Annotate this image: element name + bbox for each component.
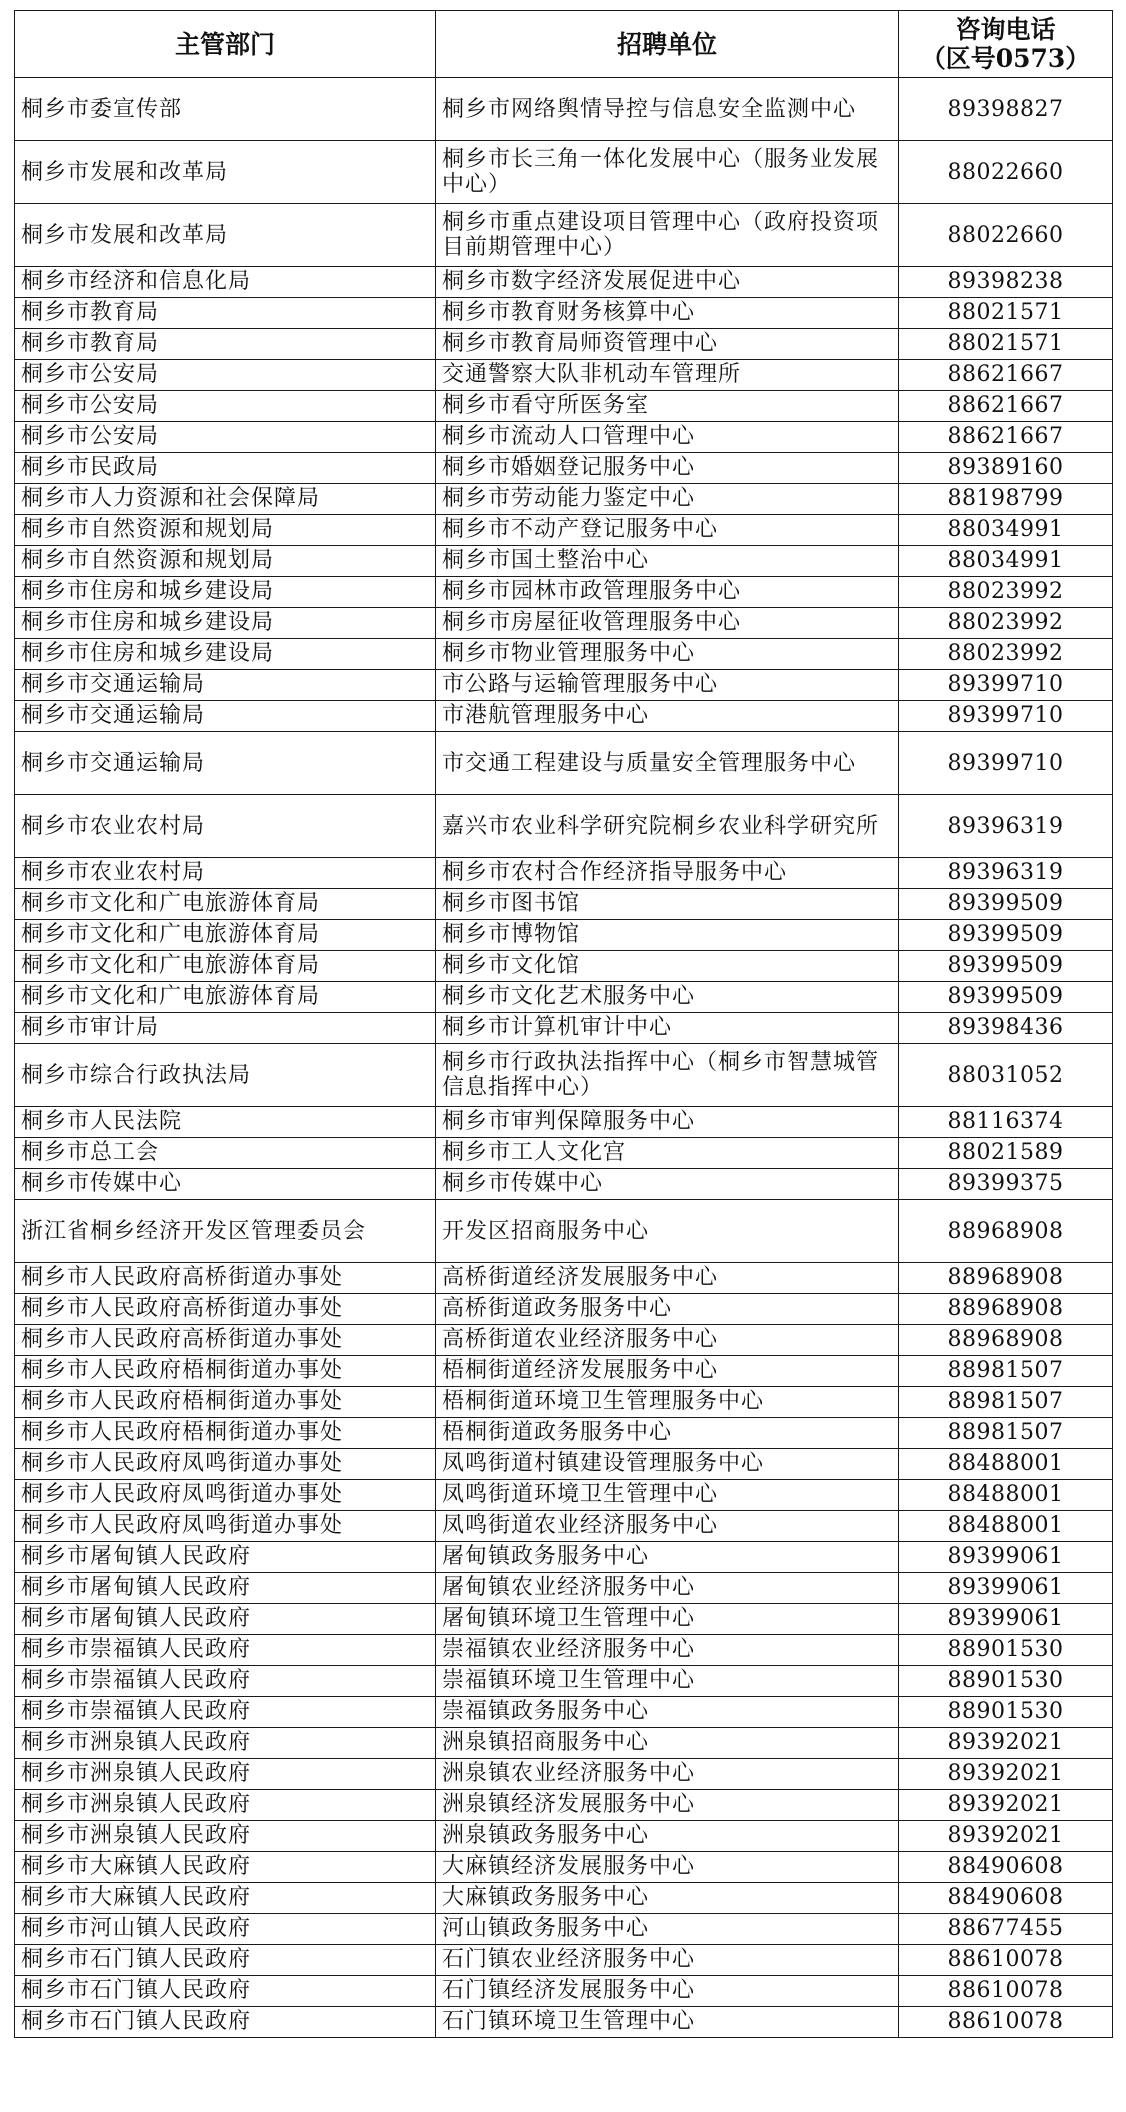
table-row bbox=[15, 1449, 1113, 1480]
table-row bbox=[15, 453, 1113, 484]
table-row bbox=[15, 360, 1113, 391]
phone-cell: 88023992 bbox=[899, 608, 1113, 639]
table-row bbox=[15, 1759, 1113, 1790]
department-cell: 桐乡市石门镇人民政府 bbox=[15, 2007, 436, 2038]
unit-cell: 石门镇农业经济服务中心 bbox=[436, 1945, 899, 1976]
department-cell: 桐乡市人民政府高桥街道办事处 bbox=[15, 1325, 436, 1356]
department-cell: 桐乡市洲泉镇人民政府 bbox=[15, 1821, 436, 1852]
unit-cell: 崇福镇政务服务中心 bbox=[436, 1697, 899, 1728]
unit-cell: 崇福镇农业经济服务中心 bbox=[436, 1635, 899, 1666]
unit-cell: 市公路与运输管理服务中心 bbox=[436, 670, 899, 701]
department-cell: 桐乡市发展和改革局 bbox=[15, 141, 436, 204]
department-cell: 桐乡市发展和改革局 bbox=[15, 204, 436, 267]
phone-cell: 88621667 bbox=[899, 422, 1113, 453]
table-row bbox=[15, 1325, 1113, 1356]
unit-cell: 桐乡市重点建设项目管理中心（政府投资项目前期管理中心） bbox=[436, 204, 899, 267]
phone-cell: 89399509 bbox=[899, 951, 1113, 982]
table-row bbox=[15, 795, 1113, 858]
department-cell: 桐乡市屠甸镇人民政府 bbox=[15, 1604, 436, 1635]
department-cell: 桐乡市人力资源和社会保障局 bbox=[15, 484, 436, 515]
table-row bbox=[15, 1169, 1113, 1200]
unit-cell: 高桥街道农业经济服务中心 bbox=[436, 1325, 899, 1356]
phone-cell: 89399509 bbox=[899, 889, 1113, 920]
table-row bbox=[15, 329, 1113, 360]
table-row bbox=[15, 1635, 1113, 1666]
phone-cell: 89398436 bbox=[899, 1013, 1113, 1044]
table-row bbox=[15, 1356, 1113, 1387]
unit-cell: 桐乡市劳动能力鉴定中心 bbox=[436, 484, 899, 515]
unit-cell: 洲泉镇政务服务中心 bbox=[436, 1821, 899, 1852]
phone-cell: 89399061 bbox=[899, 1542, 1113, 1573]
department-cell: 桐乡市传媒中心 bbox=[15, 1169, 436, 1200]
table-row bbox=[15, 1573, 1113, 1604]
department-cell: 桐乡市崇福镇人民政府 bbox=[15, 1635, 436, 1666]
unit-cell: 大麻镇政务服务中心 bbox=[436, 1883, 899, 1914]
unit-cell: 桐乡市网络舆情导控与信息安全监测中心 bbox=[436, 78, 899, 141]
phone-cell: 88488001 bbox=[899, 1449, 1113, 1480]
unit-cell: 崇福镇环境卫生管理中心 bbox=[436, 1666, 899, 1697]
phone-cell: 88901530 bbox=[899, 1697, 1113, 1728]
phone-cell: 89399509 bbox=[899, 982, 1113, 1013]
department-cell: 桐乡市石门镇人民政府 bbox=[15, 1945, 436, 1976]
header-department: 主管部门 bbox=[15, 11, 436, 78]
phone-cell: 88021571 bbox=[899, 298, 1113, 329]
phone-cell: 89396319 bbox=[899, 858, 1113, 889]
unit-cell: 交通警察大队非机动车管理所 bbox=[436, 360, 899, 391]
unit-cell: 桐乡市博物馆 bbox=[436, 920, 899, 951]
department-cell: 桐乡市文化和广电旅游体育局 bbox=[15, 951, 436, 982]
unit-cell: 桐乡市文化馆 bbox=[436, 951, 899, 982]
unit-cell: 桐乡市教育局师资管理中心 bbox=[436, 329, 899, 360]
unit-cell: 桐乡市农村合作经济指导服务中心 bbox=[436, 858, 899, 889]
table-row bbox=[15, 1138, 1113, 1169]
department-cell: 桐乡市民政局 bbox=[15, 453, 436, 484]
phone-cell: 88968908 bbox=[899, 1263, 1113, 1294]
phone-cell: 88034991 bbox=[899, 546, 1113, 577]
department-cell: 桐乡市人民政府梧桐街道办事处 bbox=[15, 1356, 436, 1387]
table-row bbox=[15, 1107, 1113, 1138]
phone-cell: 89399375 bbox=[899, 1169, 1113, 1200]
unit-cell: 桐乡市计算机审计中心 bbox=[436, 1013, 899, 1044]
department-cell: 桐乡市人民政府凤鸣街道办事处 bbox=[15, 1480, 436, 1511]
department-cell: 桐乡市文化和广电旅游体育局 bbox=[15, 982, 436, 1013]
table-row bbox=[15, 858, 1113, 889]
table-row bbox=[15, 951, 1113, 982]
unit-cell: 桐乡市长三角一体化发展中心（服务业发展中心） bbox=[436, 141, 899, 204]
header-row bbox=[15, 11, 1113, 78]
department-cell: 桐乡市交通运输局 bbox=[15, 732, 436, 795]
department-cell: 桐乡市教育局 bbox=[15, 298, 436, 329]
department-cell: 桐乡市文化和广电旅游体育局 bbox=[15, 920, 436, 951]
phone-cell: 88610078 bbox=[899, 1976, 1113, 2007]
table-row bbox=[15, 670, 1113, 701]
phone-cell: 88981507 bbox=[899, 1387, 1113, 1418]
table-row bbox=[15, 1387, 1113, 1418]
phone-cell: 89392021 bbox=[899, 1728, 1113, 1759]
unit-cell: 洲泉镇农业经济服务中心 bbox=[436, 1759, 899, 1790]
department-cell: 桐乡市河山镇人民政府 bbox=[15, 1914, 436, 1945]
phone-cell: 89392021 bbox=[899, 1790, 1113, 1821]
unit-cell: 开发区招商服务中心 bbox=[436, 1200, 899, 1263]
department-cell: 桐乡市洲泉镇人民政府 bbox=[15, 1728, 436, 1759]
table-body bbox=[15, 78, 1113, 2038]
phone-cell: 88022660 bbox=[899, 204, 1113, 267]
unit-cell: 桐乡市流动人口管理中心 bbox=[436, 422, 899, 453]
department-cell: 桐乡市公安局 bbox=[15, 422, 436, 453]
phone-cell: 88021589 bbox=[899, 1138, 1113, 1169]
phone-cell: 88621667 bbox=[899, 360, 1113, 391]
unit-cell: 桐乡市婚姻登记服务中心 bbox=[436, 453, 899, 484]
department-cell: 桐乡市农业农村局 bbox=[15, 858, 436, 889]
table-row bbox=[15, 701, 1113, 732]
department-cell: 桐乡市教育局 bbox=[15, 329, 436, 360]
unit-cell: 桐乡市数字经济发展促进中心 bbox=[436, 267, 899, 298]
phone-cell: 88901530 bbox=[899, 1635, 1113, 1666]
department-cell: 桐乡市人民政府梧桐街道办事处 bbox=[15, 1418, 436, 1449]
table-row bbox=[15, 2007, 1113, 2038]
unit-cell: 凤鸣街道环境卫生管理中心 bbox=[436, 1480, 899, 1511]
department-cell: 桐乡市交通运输局 bbox=[15, 670, 436, 701]
table-row bbox=[15, 1821, 1113, 1852]
department-cell: 桐乡市交通运输局 bbox=[15, 701, 436, 732]
unit-cell: 桐乡市审判保障服务中心 bbox=[436, 1107, 899, 1138]
unit-cell: 河山镇政务服务中心 bbox=[436, 1914, 899, 1945]
phone-cell: 89392021 bbox=[899, 1821, 1113, 1852]
department-cell: 桐乡市公安局 bbox=[15, 360, 436, 391]
unit-cell: 桐乡市房屋征收管理服务中心 bbox=[436, 608, 899, 639]
table-row bbox=[15, 1511, 1113, 1542]
phone-cell: 89398238 bbox=[899, 267, 1113, 298]
phone-cell: 88023992 bbox=[899, 639, 1113, 670]
table-row bbox=[15, 1976, 1113, 2007]
phone-cell: 88198799 bbox=[899, 484, 1113, 515]
unit-cell: 梧桐街道环境卫生管理服务中心 bbox=[436, 1387, 899, 1418]
unit-cell: 凤鸣街道村镇建设管理服务中心 bbox=[436, 1449, 899, 1480]
department-cell: 桐乡市人民政府高桥街道办事处 bbox=[15, 1294, 436, 1325]
department-cell: 桐乡市人民政府凤鸣街道办事处 bbox=[15, 1449, 436, 1480]
department-cell: 桐乡市洲泉镇人民政府 bbox=[15, 1759, 436, 1790]
department-cell: 桐乡市人民政府梧桐街道办事处 bbox=[15, 1387, 436, 1418]
unit-cell: 桐乡市图书馆 bbox=[436, 889, 899, 920]
table-row bbox=[15, 78, 1113, 141]
unit-cell: 桐乡市看守所医务室 bbox=[436, 391, 899, 422]
unit-cell: 桐乡市教育财务核算中心 bbox=[436, 298, 899, 329]
table-row bbox=[15, 141, 1113, 204]
phone-cell: 88981507 bbox=[899, 1418, 1113, 1449]
phone-cell: 88981507 bbox=[899, 1356, 1113, 1387]
department-cell: 桐乡市人民政府高桥街道办事处 bbox=[15, 1263, 436, 1294]
phone-cell: 89399061 bbox=[899, 1573, 1113, 1604]
table-row bbox=[15, 639, 1113, 670]
department-cell: 桐乡市石门镇人民政府 bbox=[15, 1976, 436, 2007]
table-row bbox=[15, 422, 1113, 453]
table-row bbox=[15, 1945, 1113, 1976]
phone-cell: 88490608 bbox=[899, 1883, 1113, 1914]
table-row bbox=[15, 1294, 1113, 1325]
unit-cell: 石门镇环境卫生管理中心 bbox=[436, 2007, 899, 2038]
table-row bbox=[15, 1883, 1113, 1914]
unit-cell: 洲泉镇招商服务中心 bbox=[436, 1728, 899, 1759]
table-row bbox=[15, 732, 1113, 795]
phone-cell: 88488001 bbox=[899, 1480, 1113, 1511]
phone-cell: 89399710 bbox=[899, 732, 1113, 795]
table-row bbox=[15, 1790, 1113, 1821]
unit-cell: 桐乡市工人文化宫 bbox=[436, 1138, 899, 1169]
unit-cell: 大麻镇经济发展服务中心 bbox=[436, 1852, 899, 1883]
department-cell: 桐乡市住房和城乡建设局 bbox=[15, 608, 436, 639]
phone-cell: 88610078 bbox=[899, 1945, 1113, 1976]
department-cell: 桐乡市综合行政执法局 bbox=[15, 1044, 436, 1107]
department-cell: 桐乡市自然资源和规划局 bbox=[15, 546, 436, 577]
table-row bbox=[15, 1604, 1113, 1635]
unit-cell: 梧桐街道政务服务中心 bbox=[436, 1418, 899, 1449]
department-cell: 桐乡市农业农村局 bbox=[15, 795, 436, 858]
phone-cell: 88488001 bbox=[899, 1511, 1113, 1542]
phone-cell: 88023992 bbox=[899, 577, 1113, 608]
unit-cell: 屠甸镇农业经济服务中心 bbox=[436, 1573, 899, 1604]
header-phone bbox=[899, 11, 1113, 78]
phone-cell: 88677455 bbox=[899, 1914, 1113, 1945]
table-row bbox=[15, 1697, 1113, 1728]
phone-cell: 88034991 bbox=[899, 515, 1113, 546]
table-row bbox=[15, 1914, 1113, 1945]
table-row bbox=[15, 982, 1113, 1013]
table-row bbox=[15, 1418, 1113, 1449]
table-row bbox=[15, 1263, 1113, 1294]
department-cell: 桐乡市审计局 bbox=[15, 1013, 436, 1044]
unit-cell: 桐乡市国土整治中心 bbox=[436, 546, 899, 577]
table-row bbox=[15, 1542, 1113, 1573]
phone-cell: 88116374 bbox=[899, 1107, 1113, 1138]
unit-cell: 市交通工程建设与质量安全管理服务中心 bbox=[436, 732, 899, 795]
unit-cell: 桐乡市不动产登记服务中心 bbox=[436, 515, 899, 546]
table-row bbox=[15, 515, 1113, 546]
table-row bbox=[15, 391, 1113, 422]
phone-cell: 88490608 bbox=[899, 1852, 1113, 1883]
unit-cell: 嘉兴市农业科学研究院桐乡农业科学研究所 bbox=[436, 795, 899, 858]
phone-cell: 88610078 bbox=[899, 2007, 1113, 2038]
header-phone-title: 咨询电话 bbox=[955, 15, 1056, 44]
table-row bbox=[15, 204, 1113, 267]
department-cell: 桐乡市文化和广电旅游体育局 bbox=[15, 889, 436, 920]
phone-cell: 88968908 bbox=[899, 1294, 1113, 1325]
department-cell: 桐乡市崇福镇人民政府 bbox=[15, 1697, 436, 1728]
department-cell: 桐乡市屠甸镇人民政府 bbox=[15, 1542, 436, 1573]
recruitment-contact-table bbox=[14, 10, 1113, 2038]
phone-cell: 89392021 bbox=[899, 1759, 1113, 1790]
table-row bbox=[15, 1852, 1113, 1883]
department-cell: 桐乡市人民法院 bbox=[15, 1107, 436, 1138]
unit-cell: 梧桐街道经济发展服务中心 bbox=[436, 1356, 899, 1387]
unit-cell: 屠甸镇政务服务中心 bbox=[436, 1542, 899, 1573]
unit-cell: 桐乡市文化艺术服务中心 bbox=[436, 982, 899, 1013]
department-cell: 浙江省桐乡经济开发区管理委员会 bbox=[15, 1200, 436, 1263]
unit-cell: 桐乡市行政执法指挥中心（桐乡市智慧城管信息指挥中心） bbox=[436, 1044, 899, 1107]
department-cell: 桐乡市人民政府凤鸣街道办事处 bbox=[15, 1511, 436, 1542]
table-row bbox=[15, 1200, 1113, 1263]
table-row bbox=[15, 1480, 1113, 1511]
department-cell: 桐乡市洲泉镇人民政府 bbox=[15, 1790, 436, 1821]
header-phone-area-code: （区号0573） bbox=[920, 44, 1091, 73]
unit-cell: 桐乡市物业管理服务中心 bbox=[436, 639, 899, 670]
unit-cell: 桐乡市传媒中心 bbox=[436, 1169, 899, 1200]
department-cell: 桐乡市委宣传部 bbox=[15, 78, 436, 141]
unit-cell: 石门镇经济发展服务中心 bbox=[436, 1976, 899, 2007]
department-cell: 桐乡市崇福镇人民政府 bbox=[15, 1666, 436, 1697]
unit-cell: 桐乡市园林市政管理服务中心 bbox=[436, 577, 899, 608]
table-row bbox=[15, 577, 1113, 608]
phone-cell: 89399509 bbox=[899, 920, 1113, 951]
department-cell: 桐乡市屠甸镇人民政府 bbox=[15, 1573, 436, 1604]
phone-cell: 89399710 bbox=[899, 701, 1113, 732]
table-row bbox=[15, 1666, 1113, 1697]
header-unit: 招聘单位 bbox=[436, 11, 899, 78]
phone-cell: 88968908 bbox=[899, 1200, 1113, 1263]
phone-cell: 89399061 bbox=[899, 1604, 1113, 1635]
phone-cell: 89396319 bbox=[899, 795, 1113, 858]
table-row bbox=[15, 889, 1113, 920]
table-row bbox=[15, 546, 1113, 577]
table-row bbox=[15, 1728, 1113, 1759]
phone-cell: 88621667 bbox=[899, 391, 1113, 422]
table-row bbox=[15, 920, 1113, 951]
unit-cell: 屠甸镇环境卫生管理中心 bbox=[436, 1604, 899, 1635]
table-row bbox=[15, 298, 1113, 329]
unit-cell: 洲泉镇经济发展服务中心 bbox=[436, 1790, 899, 1821]
department-cell: 桐乡市公安局 bbox=[15, 391, 436, 422]
unit-cell: 凤鸣街道农业经济服务中心 bbox=[436, 1511, 899, 1542]
department-cell: 桐乡市总工会 bbox=[15, 1138, 436, 1169]
phone-cell: 89398827 bbox=[899, 78, 1113, 141]
phone-cell: 88021571 bbox=[899, 329, 1113, 360]
department-cell: 桐乡市大麻镇人民政府 bbox=[15, 1852, 436, 1883]
phone-cell: 89389160 bbox=[899, 453, 1113, 484]
phone-cell: 88031052 bbox=[899, 1044, 1113, 1107]
table-row bbox=[15, 484, 1113, 515]
department-cell: 桐乡市住房和城乡建设局 bbox=[15, 577, 436, 608]
table-row bbox=[15, 1013, 1113, 1044]
unit-cell: 高桥街道政务服务中心 bbox=[436, 1294, 899, 1325]
unit-cell: 高桥街道经济发展服务中心 bbox=[436, 1263, 899, 1294]
table-row bbox=[15, 1044, 1113, 1107]
phone-cell: 88968908 bbox=[899, 1325, 1113, 1356]
phone-cell: 89399710 bbox=[899, 670, 1113, 701]
table-row bbox=[15, 608, 1113, 639]
phone-cell: 88901530 bbox=[899, 1666, 1113, 1697]
department-cell: 桐乡市自然资源和规划局 bbox=[15, 515, 436, 546]
phone-cell: 88022660 bbox=[899, 141, 1113, 204]
department-cell: 桐乡市大麻镇人民政府 bbox=[15, 1883, 436, 1914]
table-row bbox=[15, 267, 1113, 298]
department-cell: 桐乡市经济和信息化局 bbox=[15, 267, 436, 298]
unit-cell: 市港航管理服务中心 bbox=[436, 701, 899, 732]
department-cell: 桐乡市住房和城乡建设局 bbox=[15, 639, 436, 670]
